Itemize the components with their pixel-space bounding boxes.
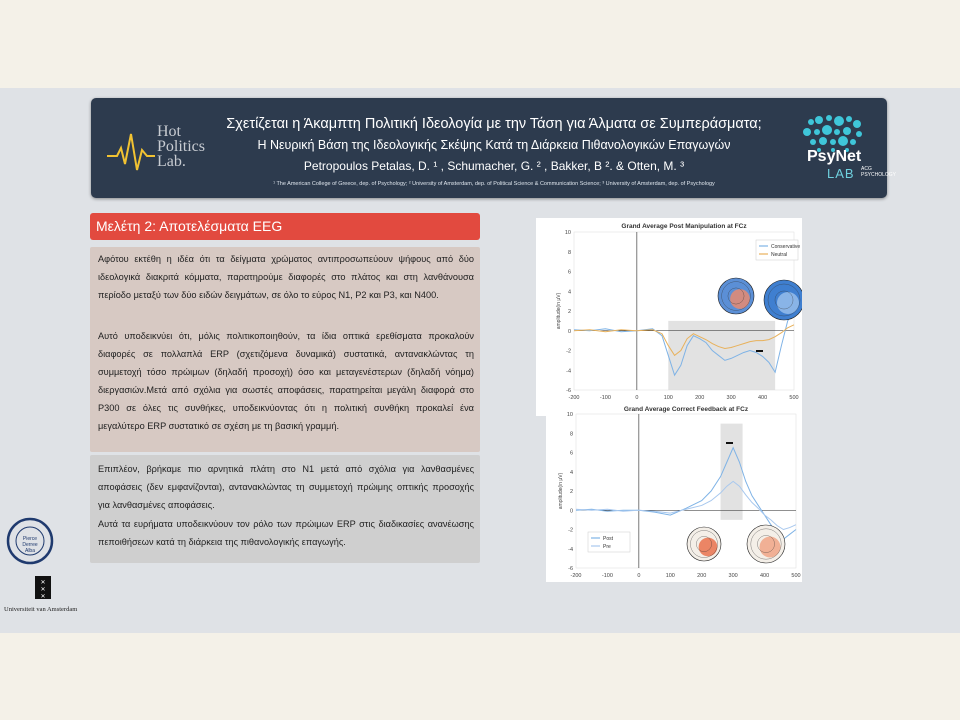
y-tick-label: -2 <box>568 527 573 534</box>
x-tick-label: 500 <box>789 395 799 401</box>
y-tick-label: 2 <box>567 309 571 315</box>
hot-politics-lab-logo: Hot Politics Lab. <box>157 123 206 170</box>
y-tick-label: 10 <box>564 230 571 236</box>
y-tick-label: 8 <box>567 249 571 256</box>
legend-label: Pre <box>603 544 611 550</box>
psynet-lab-text: LAB <box>827 166 855 181</box>
svg-text:✕: ✕ <box>40 580 46 586</box>
x-tick-label: 300 <box>728 573 738 579</box>
y-tick-label: 4 <box>569 469 573 476</box>
y-tick-label: 10 <box>566 412 573 418</box>
x-tick-label: 400 <box>759 573 770 579</box>
legend-label: Neutral <box>771 252 788 258</box>
svg-text:✕: ✕ <box>40 587 46 593</box>
svg-text:Derree: Derree <box>22 542 38 548</box>
y-tick-label: 2 <box>569 489 573 495</box>
y-tick-label: 0 <box>569 508 573 515</box>
poster-affiliations: ¹ The American College of Greece, dep. of Psychology; ² University of Amsterdam, dep. of Political Science & Communication Science; ³ University of Amsterdam, dep. of Psychology <box>273 181 715 187</box>
erp-chart-post-manipulation <box>536 218 802 416</box>
x-tick-label: -100 <box>599 395 611 401</box>
y-tick-label: 6 <box>567 269 571 276</box>
title-banner <box>91 98 897 198</box>
erp-chart-correct-feedback <box>546 402 802 582</box>
y-axis-label: amplitude(in μV) <box>556 292 562 330</box>
significance-marker <box>756 350 763 352</box>
poster-subtitle: Η Νευρική Βάση της Ιδεολογικής Σκέψης Κατά τη Διάρκεια Πιθανολογικών Επαγωγών <box>257 138 731 152</box>
acg-psychology-text: ACG PSYCHOLOGY <box>861 166 897 178</box>
paragraph-3: Επιπλέον, βρήκαμε πιο αρνητικά πλάτη στο N1 μετά από σχόλια για λανθασμένες αποφάσεις (δεν εμφανίζονται), αντανακλώντας τη συμμετοχή πρώιμης οπτικής προσοχής για λανθασμένες αποφάσεις. <box>98 464 474 510</box>
american-college-of-greece-seal <box>6 515 54 570</box>
x-tick-label: 200 <box>697 573 707 579</box>
x-tick-label: 100 <box>665 573 675 579</box>
series-line-pre <box>576 481 796 529</box>
uva-logo-text: Universiteit van Amsterdam <box>4 606 78 613</box>
y-tick-label: -6 <box>568 566 573 572</box>
y-tick-label: 0 <box>567 328 571 335</box>
legend-label: Conservative <box>771 244 801 250</box>
chart-title: Grand Average Correct Feedback at FCz <box>623 406 749 413</box>
svg-text:Pierce: Pierce <box>22 536 38 542</box>
x-tick-label: -100 <box>601 573 613 579</box>
topomap-1 <box>687 527 721 561</box>
x-tick-label: 100 <box>663 395 673 401</box>
topomap-2 <box>764 280 802 320</box>
poster-authors: Petropoulos Petalas, D. ¹ , Schumacher, G. ² , Bakker, B ². & Otten, M. ³ <box>303 159 685 173</box>
paragraph-1: Αφότου εκτέθη η ιδέα ότι τα δείγματα χρώματος αντιπροσωπεύουν ψήφους από δύο ιδεολογικά διακριτά κόμματα, παρατηρούμε διαφορές στο πλάτος και στη λανθάνουσα περίοδο μεταξύ των δύο ειδών δειγμάτων, σε όλο το εύρος N1, P2 και P3, και N400. <box>98 254 474 300</box>
analysis-window <box>721 424 743 520</box>
y-tick-label: 4 <box>567 289 571 296</box>
legend-label: Post <box>603 536 614 542</box>
significance-marker <box>726 442 733 444</box>
y-axis-label: amplitude(in μV) <box>558 472 564 510</box>
paragraph-4: Αυτά τα ευρήματα υποδεικνύουν τον ρόλο των πρώιμων ERP στις διαδικασίες ανανέωσης πεποιθήσεων κατά τη διάρκεια της πιθανολογικής επαγωγής. <box>98 519 474 547</box>
y-tick-label: 6 <box>569 450 573 457</box>
x-tick-label: 0 <box>637 573 641 579</box>
x-tick-label: 500 <box>791 573 801 579</box>
paragraph-2: Αυτό υποδεικνύει ότι, μόλις πολιτικοποιηθούν, τα ίδια οπτικά ερεθίσματα προκαλούν διαφορές σε πολλαπλά ERP (σχετιζόμενα δυναμικά) συστατικά, αντανακλώντας τη συμμετοχή τόσο πρώιμων (δηλαδή προσοχή) όσο και μεταγενέστερων (δηλαδή νόημα) διεργασιών.Μετά από σχόλια για σωστές αποφάσεις, παρατηρείται μεγάλη διαφορά στο P300 σε όλες τις συνθήκες, υποδεικνύοντας ότι η πολιτική συνθήκη προκαλεί ένα μεγαλύτερο ERP συστατικό σε σχέση με τη βασική γραμμή. <box>98 331 474 431</box>
psynet-logo-text: PsyNet <box>807 148 862 165</box>
y-tick-label: -4 <box>568 546 573 553</box>
y-tick-label: -2 <box>566 348 571 355</box>
x-tick-label: -200 <box>568 395 580 401</box>
topomap-1 <box>718 278 754 314</box>
uva-shield-icon <box>34 575 52 600</box>
y-tick-label: -6 <box>566 388 571 394</box>
y-tick-label: -4 <box>566 368 571 375</box>
section-title: Μελέτη 2: Αποτελέσματα EEG <box>90 213 480 240</box>
y-tick-label: 8 <box>569 431 573 438</box>
chart-title: Grand Average Post Manipulation at FCz <box>621 223 747 230</box>
topomap-2 <box>747 525 785 563</box>
x-tick-label: -200 <box>570 573 582 579</box>
svg-text:✕: ✕ <box>40 594 46 600</box>
x-tick-label: 0 <box>635 395 639 401</box>
x-tick-label: 300 <box>726 395 736 401</box>
x-tick-label: 200 <box>695 395 705 401</box>
svg-text:Alba: Alba <box>24 548 36 554</box>
x-tick-label: 400 <box>757 395 768 401</box>
poster-title: Σχετίζεται η Άκαμπτη Πολιτική Ιδεολογία με την Τάση για Άλματα σε Συμπεράσματα; <box>226 116 762 132</box>
